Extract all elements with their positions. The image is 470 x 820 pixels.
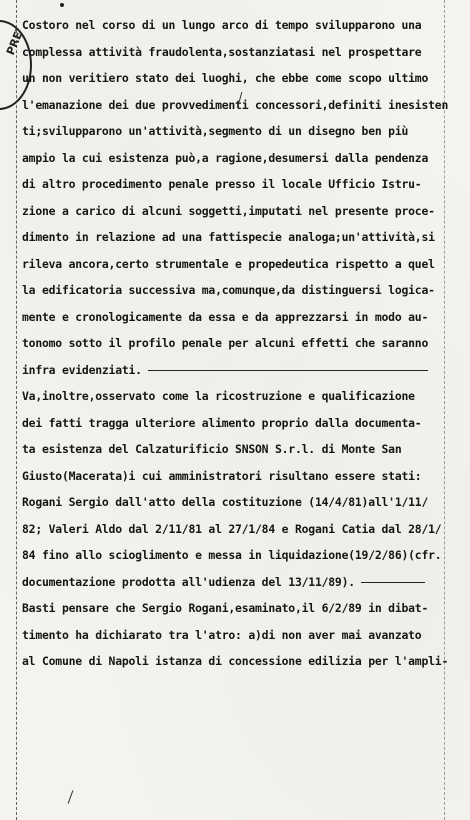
text-line: Basti pensare che Sergio Rogani,esaminato,il 6/2/89 in dibat-: [22, 601, 429, 615]
text-fragment: documentazione prodotta all'udienza del 13/11/89).: [22, 574, 355, 589]
text-line-with-rule: [22, 569, 462, 596]
text-line: complessa attività fraudolenta,sostanziatasi nel prospettare: [22, 44, 422, 59]
filler-rule: [148, 370, 428, 371]
text-line: ti;svilupparono un'attività,segmento di un disegno ben più: [22, 124, 409, 138]
text-line: ampio la cui esistenza può,a ragione,desumersi dalla pendenza: [22, 150, 429, 165]
text-line: zione a carico di alcuni soggetti,imputati nel presente proce-: [22, 203, 435, 218]
text-line: Giusto(Macerata)i cui amministratori risultano essere stati:: [22, 468, 422, 483]
text-line: mente e cronologicamente da essa e da apprezzarsi in modo au-: [22, 309, 429, 324]
stamp-text: PRET: [4, 22, 28, 57]
text-line: Costoro nel corso di un lungo arco di tempo svilupparono una: [22, 18, 422, 32]
text-line: dei fatti tragga ulteriore alimento proprio dalla documenta-: [22, 415, 422, 430]
document-body: [22, 12, 462, 675]
text-line: dimento in relazione ad una fattispecie analoga;un'attività,si: [22, 230, 435, 244]
text-line: Rogani Sergio dall'atto della costituzione (14/4/81)all'1/11/: [22, 495, 429, 509]
text-line: tonomo sotto il profilo penale per alcuni effetti che saranno: [22, 336, 429, 350]
text-line: 82; Valeri Aldo dal 2/11/81 al 27/1/84 e Rogani Catia dal 28/1/: [22, 521, 442, 536]
text-line: un non veritiero stato dei luoghi, che ebbe come scopo ultimo: [22, 71, 429, 85]
text-line: l'emanazione dei due provvedimenti concessori,definiti inesisten: [22, 97, 449, 112]
pen-mark: [68, 790, 74, 803]
text-line: Va,inoltre,osservato come la ricostruzione e qualificazione: [22, 389, 415, 403]
text-line: timento ha dichiarato tra l'atro: a)di non aver mai avanzato: [22, 627, 422, 642]
filler-rule: [361, 582, 425, 583]
text-line: 84 fino allo scioglimento e messa in liquidazione(19/2/86)(cfr.: [22, 548, 442, 562]
ink-dot: [60, 3, 64, 7]
text-line: ta esistenza del Calzaturificio SNSON S.r.l. di Monte San: [22, 442, 402, 456]
text-line: rileva ancora,certo strumentale e propedeutica rispetto a quel: [22, 256, 435, 271]
text-fragment: infra evidenziati.: [22, 362, 142, 377]
left-margin-rule: [16, 0, 17, 820]
text-line: di altro procedimento penale presso il locale Ufficio Istru-: [22, 177, 422, 191]
text-line-with-rule: [22, 357, 462, 384]
text-line: al Comune di Napoli istanza di concessione edilizia per l'ampli-: [22, 654, 449, 668]
text-line: la edificatoria successiva ma,comunque,da distinguersi logica-: [22, 283, 435, 297]
